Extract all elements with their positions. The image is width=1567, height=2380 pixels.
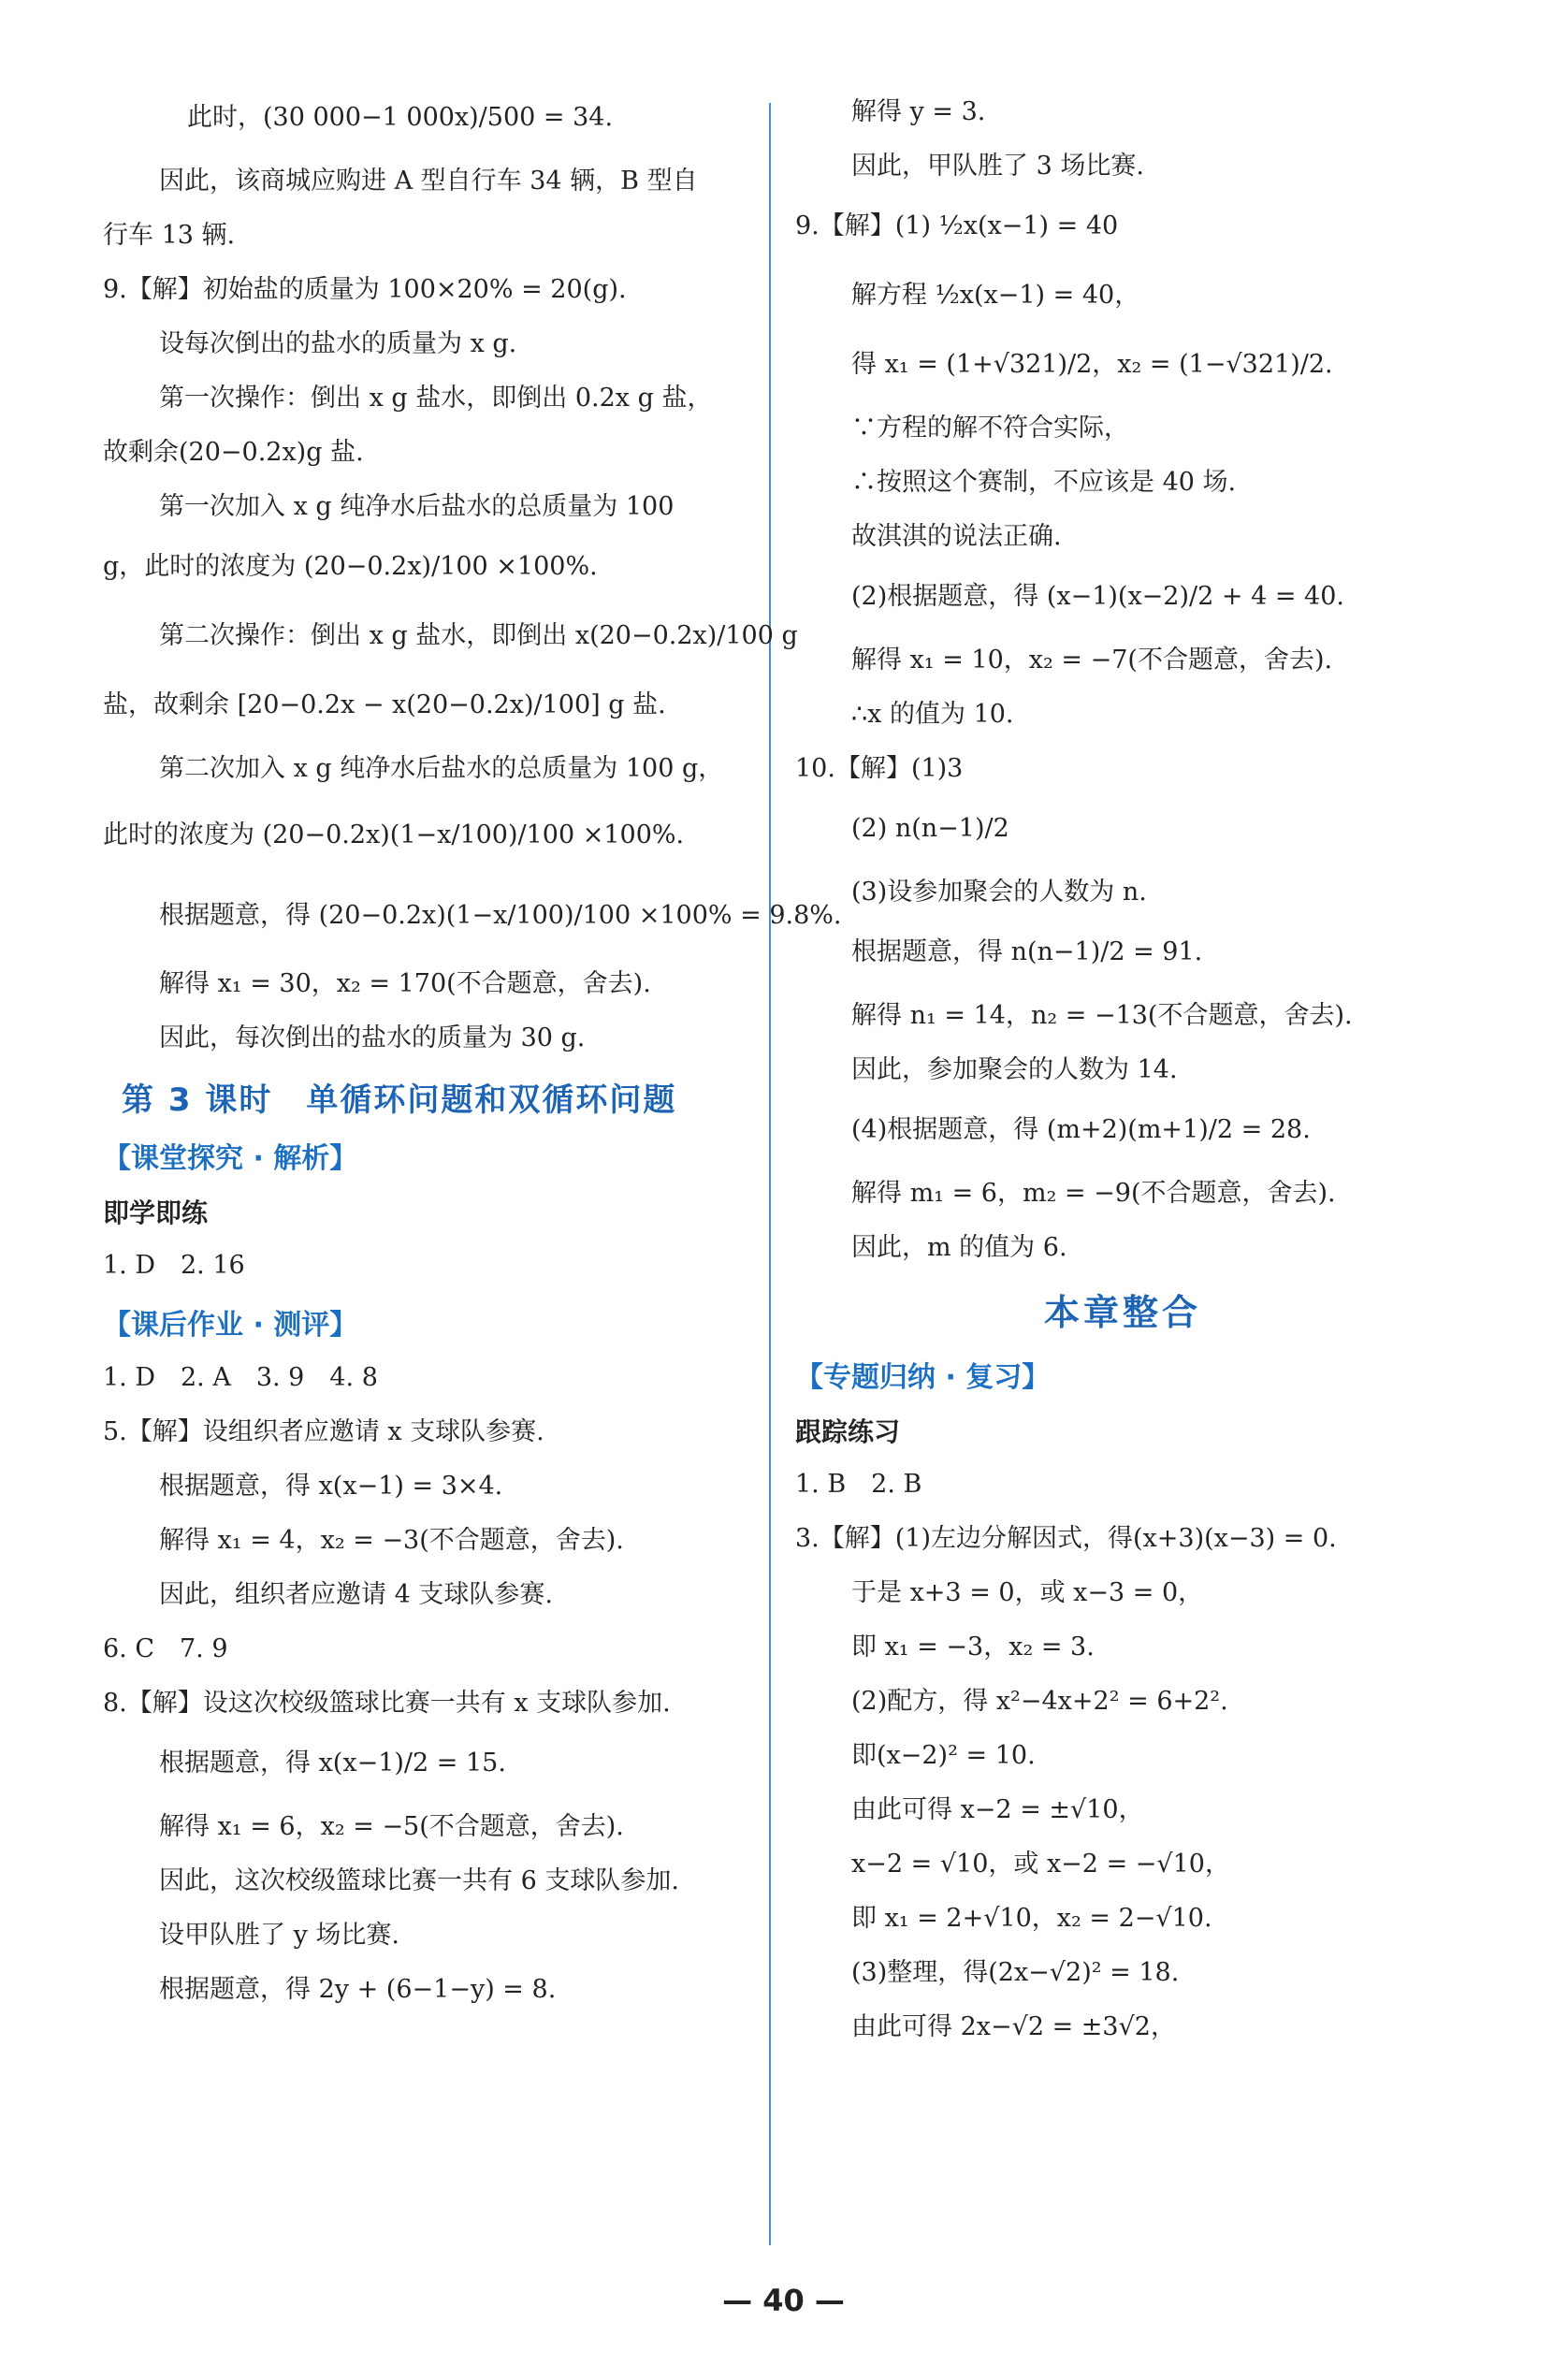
text-line: 9.【解】(1) ½x(x−1) = 40	[795, 211, 1119, 240]
text-line: 解得 x₁ = 10，x₂ = −7(不合题意，舍去).	[851, 646, 1333, 675]
text-line: 第一次加入 x g 纯净水后盐水的总质量为 100	[159, 492, 675, 521]
text-line: 因此，m 的值为 6.	[851, 1233, 1067, 1262]
text-line: 根据题意，得 x(x−1) = 3×4.	[159, 1472, 503, 1501]
text-line: 设甲队胜了 y 场比赛.	[159, 1921, 400, 1950]
text-line: 9.【解】初始盐的质量为 100×20% = 20(g).	[103, 275, 627, 304]
text-line: 10.【解】(1)3	[795, 754, 964, 783]
text-line: 根据题意，得 n(n−1)/2 = 91.	[851, 937, 1203, 966]
text-line: 第二次操作：倒出 x g 盐水，即倒出 x(20−0.2x)/100 g	[159, 621, 798, 650]
text-line: 因此，这次校级篮球比赛一共有 6 支球队参加.	[159, 1866, 679, 1895]
subsection-heading: 即学即练	[103, 1197, 209, 1228]
text-line: 即 x₁ = −3，x₂ = 3.	[851, 1633, 1095, 1662]
text-line: 因此，组织者应邀请 4 支球队参赛.	[159, 1580, 553, 1609]
text-line: 故淇淇的说法正确.	[851, 522, 1062, 551]
text-line: 根据题意，得 2y + (6−1−y) = 8.	[159, 1975, 557, 2004]
text-line: 3.【解】(1)左边分解因式，得(x+3)(x−3) = 0.	[795, 1524, 1337, 1553]
subsection-heading: 跟踪练习	[795, 1416, 901, 1447]
text-line: 即(x−2)² = 10.	[851, 1741, 1036, 1770]
text-line: 解得 n₁ = 14，n₂ = −13(不合题意，舍去).	[851, 1001, 1353, 1030]
text-line: 5.【解】设组织者应邀请 x 支球队参赛.	[103, 1417, 544, 1446]
text-line: 8.【解】设这次校级篮球比赛一共有 x 支球队参加.	[103, 1689, 671, 1718]
text-line: 盐，故剩余 [20−0.2x − x(20−0.2x)/100] g 盐.	[103, 690, 666, 719]
page-number: — 40 —	[722, 2283, 845, 2318]
text-line: g，此时的浓度为 (20−0.2x)/100 ×100%.	[103, 552, 598, 581]
text-line: 行车 13 辆.	[103, 221, 236, 250]
text-line: (4)根据题意，得 (m+2)(m+1)/2 = 28.	[851, 1115, 1311, 1144]
text-line: (3)整理，得(2x−√2)² = 18.	[851, 1958, 1180, 1987]
text-line: 解得 x₁ = 6，x₂ = −5(不合题意，舍去).	[159, 1812, 624, 1841]
section-banner: 【课堂探究 · 解析】	[103, 1142, 358, 1175]
text-line: (2) n(n−1)/2	[851, 814, 1009, 843]
section-banner: 【课后作业 · 测评】	[103, 1309, 358, 1342]
text-line: 根据题意，得 x(x−1)/2 = 15.	[159, 1749, 506, 1778]
chapter-title: 本章整合	[1043, 1292, 1201, 1333]
text-line: 解得 y = 3.	[851, 97, 986, 126]
answer-line: 6. C 7. 9	[103, 1634, 228, 1663]
text-line: 第一次操作：倒出 x g 盐水，即倒出 0.2x g 盐，	[159, 384, 713, 413]
text-line: 由此可得 x−2 = ±√10，	[851, 1795, 1144, 1824]
text-line: 此时的浓度为 (20−0.2x)(1−x/100)/100 ×100%.	[103, 820, 685, 849]
answer-line: 1. B 2. B	[795, 1470, 922, 1499]
text-line: (2)根据题意，得 (x−1)(x−2)/2 + 4 = 40.	[851, 582, 1344, 611]
text-line: ∴x 的值为 10.	[851, 700, 1014, 729]
text-line: 故剩余(20−0.2x)g 盐.	[103, 438, 364, 467]
text-line: (3)设参加聚会的人数为 n.	[851, 878, 1147, 907]
answer-line: 1. D 2. 16	[103, 1251, 245, 1280]
text-line: 因此，甲队胜了 3 场比赛.	[851, 152, 1144, 181]
text-line: 因此，该商城应购进 A 型自行车 34 辆，B 型自	[159, 167, 698, 196]
column-divider	[769, 103, 771, 2245]
lesson-title: 第 3 课时 单循环问题和双循环问题	[122, 1081, 677, 1119]
answer-line: 1. D 2. A 3. 9 4. 8	[103, 1363, 378, 1392]
text-line: 解得 x₁ = 4，x₂ = −3(不合题意，舍去).	[159, 1526, 624, 1555]
text-line: 即 x₁ = 2+√10，x₂ = 2−√10.	[851, 1904, 1212, 1933]
text-line: 解得 m₁ = 6，m₂ = −9(不合题意，舍去).	[851, 1179, 1336, 1208]
text-line: 由此可得 2x−√2 = ±3√2，	[851, 2012, 1176, 2041]
left-column	[103, 94, 842, 2025]
right-column	[795, 94, 1450, 2063]
text-line: 因此，每次倒出的盐水的质量为 30 g.	[159, 1023, 586, 1052]
text-line: 解方程 ½x(x−1) = 40，	[851, 281, 1140, 310]
text-line: ∴按照这个赛制，不应该是 40 场.	[851, 468, 1237, 497]
text-line: 解得 x₁ = 30，x₂ = 170(不合题意，舍去).	[159, 969, 651, 998]
text-line: 得 x₁ = (1+√321)/2，x₂ = (1−√321)/2.	[851, 350, 1333, 379]
text-line: 根据题意，得 (20−0.2x)(1−x/100)/100 ×100% = 9.8%.	[159, 901, 842, 930]
section-banner: 【专题归纳 · 复习】	[795, 1361, 1051, 1394]
text-line: 设每次倒出的盐水的质量为 x g.	[159, 329, 517, 358]
text-line: 因此，参加聚会的人数为 14.	[851, 1055, 1178, 1084]
text-line: x−2 = √10，或 x−2 = −√10，	[851, 1850, 1230, 1879]
text-line: ∵方程的解不符合实际，	[851, 414, 1129, 443]
text-line: 此时，(30 000−1 000x)/500 = 34.	[187, 103, 614, 132]
text-line: 第二次加入 x g 纯净水后盐水的总质量为 100 g，	[159, 754, 724, 783]
text-line: 于是 x+3 = 0，或 x−3 = 0，	[851, 1578, 1204, 1607]
text-line: (2)配方，得 x²−4x+2² = 6+2².	[851, 1687, 1228, 1716]
